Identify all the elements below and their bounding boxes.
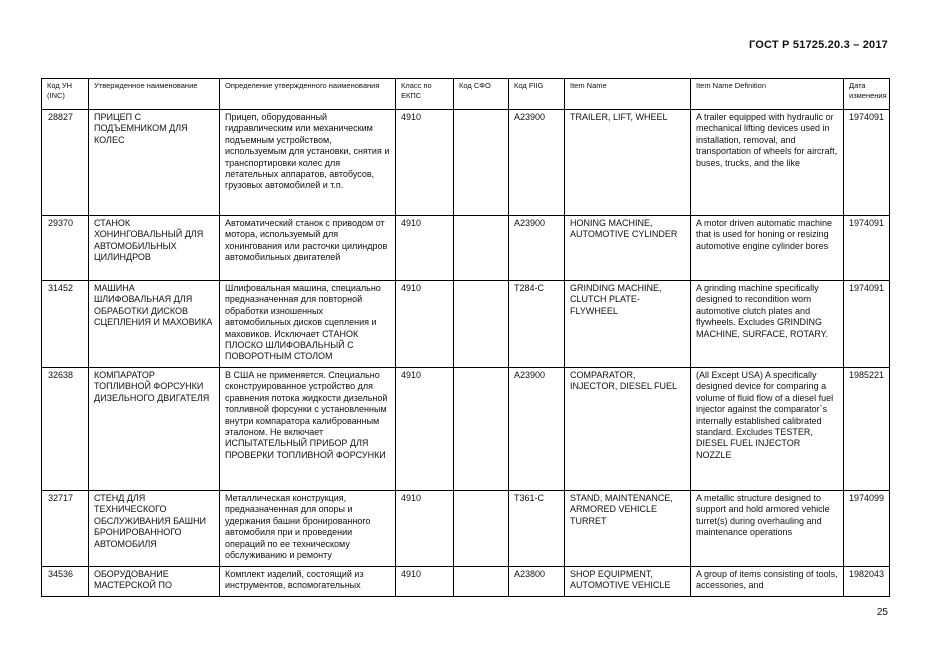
cell-change-date: 1974091 [844,110,890,216]
cell-item-name: GRINDING MACHINE, CLUTCH PLATE-FLYWHEEL [565,281,691,368]
page-number: 25 [876,607,888,618]
cell-sfo-code [454,491,509,567]
cell-item-definition: A metallic structure designed to support and hold armored vehicle turret(s) during overhauling and maintenance operations [691,491,844,567]
table-row [42,216,890,281]
cell-definition-ru: Шлифовальная машина, специально предназначенная для повторной обработки изношенных автомобильных дисков сцепления и маховиков. Исключает СТАНОК ПЛОСКО ШЛИФОВАЛЬНЫЙ С ПОВОРОТНЫМ СТОЛОМ [220,281,396,368]
table-row [42,368,890,491]
col-header-change-date: Дата изменения [844,79,890,110]
cell-definition-ru: Автоматический станок с приводом от мотора, используемый для хонингования или расточки цилиндров автомобильных двигателей [220,216,396,281]
table-row [42,110,890,216]
cell-fiig-code: T361-C [509,491,565,567]
cell-change-date: 1974091 [844,216,890,281]
cell-fiig-code: A23900 [509,216,565,281]
table-header-row [42,79,890,110]
cell-definition-ru: Металлическая конструкция, предназначенная для опоры и удержания башни бронированного автомобиля при и проведении операций по ее техническому обслуживанию и ремонту [220,491,396,567]
cell-approved-name: СТАНОК ХОНИНГОВАЛЬНЫЙ ДЛЯ АВТОМОБИЛЬНЫХ ЦИЛИНДРОВ [89,216,220,281]
cell-change-date: 1974091 [844,281,890,368]
cell-definition-ru: Комплект изделий, состоящий из инструментов, вспомогательных [220,567,396,597]
cell-ekps-class: 4910 [396,216,454,281]
cell-approved-name: ПРИЦЕП С ПОДЪЕМНИКОМ ДЛЯ КОЛЕС [89,110,220,216]
cell-sfo-code [454,216,509,281]
col-header-approved-name: Утвержденное наименование [89,79,220,110]
cell-sfo-code [454,368,509,491]
cell-item-definition: A group of items consisting of tools, accessories, and [691,567,844,597]
cell-sfo-code [454,110,509,216]
cell-fiig-code: T284-C [509,281,565,368]
cell-inc: 28827 [42,110,89,216]
cell-fiig-code: A23900 [509,110,565,216]
cell-ekps-class: 4910 [396,368,454,491]
table-row [42,491,890,567]
cell-definition-ru: Прицеп, оборудованный гидравлическим или механическим подъемным устройством, используемым для установки, снятия и транспортировки колес для летательных аппаратов, автобусов, грузовых автомобилей и т.п. [220,110,396,216]
cell-item-definition: (All Except USA) A specifically designed device for comparing a volume of fluid flow of a diesel fuel injector against the comparator`s internally established calibrated standard. Excludes TESTER, DIESEL FUEL INJECTOR NOZZLE [691,368,844,491]
table-row [42,281,890,368]
cell-definition-ru: В США не применяется. Специально сконструированное устройство для сравнения потока жидкости дизельной топливной форсунки с установленным внутри компаратора калиброванным эталоном. Не включает ИСПЫТАТЕЛЬНЫЙ ПРИБОР ДЛЯ ПРОВЕРКИ ТОПЛИВНОЙ ФОРСУНКИ [220,368,396,491]
cell-inc: 29370 [42,216,89,281]
cell-inc: 32638 [42,368,89,491]
cell-approved-name: КОМПАРАТОР ТОПЛИВНОЙ ФОРСУНКИ ДИЗЕЛЬНОГО ДВИГАТЕЛЯ [89,368,220,491]
cell-ekps-class: 4910 [396,110,454,216]
cell-change-date: 1985221 [844,368,890,491]
table-row [42,567,890,597]
catalog-table [41,78,890,597]
cell-change-date: 1974099 [844,491,890,567]
col-header-sfo-code: Код СФО [454,79,509,110]
cell-item-name: HONING MACHINE, AUTOMOTIVE CYLINDER [565,216,691,281]
cell-sfo-code [454,567,509,597]
cell-inc: 31452 [42,281,89,368]
cell-item-name: COMPARATOR, INJECTOR, DIESEL FUEL [565,368,691,491]
cell-inc: 34536 [42,567,89,597]
cell-approved-name: СТЕНД ДЛЯ ТЕХНИЧЕСКОГО ОБСЛУЖИВАНИЯ БАШНИ БРОНИРОВАННОГО АВТОМОБИЛЯ [89,491,220,567]
col-header-inc: Код УН (INC) [42,79,89,110]
cell-ekps-class: 4910 [396,491,454,567]
cell-item-definition: A trailer equipped with hydraulic or mechanical lifting devices used in installation, removal, and transportation of wheels for aircraft, buses, trucks, and the like [691,110,844,216]
cell-fiig-code: A23800 [509,567,565,597]
cell-fiig-code: A23900 [509,368,565,491]
col-header-ekps-class: Класс по ЕКПС [396,79,454,110]
cell-item-name: TRAILER, LIFT, WHEEL [565,110,691,216]
col-header-fiig-code: Код FIIG [509,79,565,110]
cell-sfo-code [454,281,509,368]
cell-ekps-class: 4910 [396,567,454,597]
cell-approved-name: ОБОРУДОВАНИЕ МАСТЕРСКОЙ ПО [89,567,220,597]
cell-item-name: STAND, MAINTENANCE, ARMORED VEHICLE TURRET [565,491,691,567]
col-header-item-name: Item Name [565,79,691,110]
cell-approved-name: МАШИНА ШЛИФОВАЛЬНАЯ ДЛЯ ОБРАБОТКИ ДИСКОВ СЦЕПЛЕНИЯ И МАХОВИКА [89,281,220,368]
cell-item-name: SHOP EQUIPMENT, AUTOMOTIVE VEHICLE [565,567,691,597]
cell-item-definition: A motor driven automatic machine that is used for honing or resizing automotive engine cylinder bores [691,216,844,281]
cell-inc: 32717 [42,491,89,567]
col-header-definition-ru: Определение утвержденного наименования [220,79,396,110]
cell-change-date: 1982043 [844,567,890,597]
cell-item-definition: A grinding machine specifically designed to recondition worn automotive clutch plates and flywheels. Excludes GRINDING MACHINE, SURFACE, ROTARY. [691,281,844,368]
cell-ekps-class: 4910 [396,281,454,368]
col-header-item-definition: Item Name Definition [691,79,844,110]
document-header: ГОСТ Р 51725.20.3 – 2017 [748,39,888,51]
